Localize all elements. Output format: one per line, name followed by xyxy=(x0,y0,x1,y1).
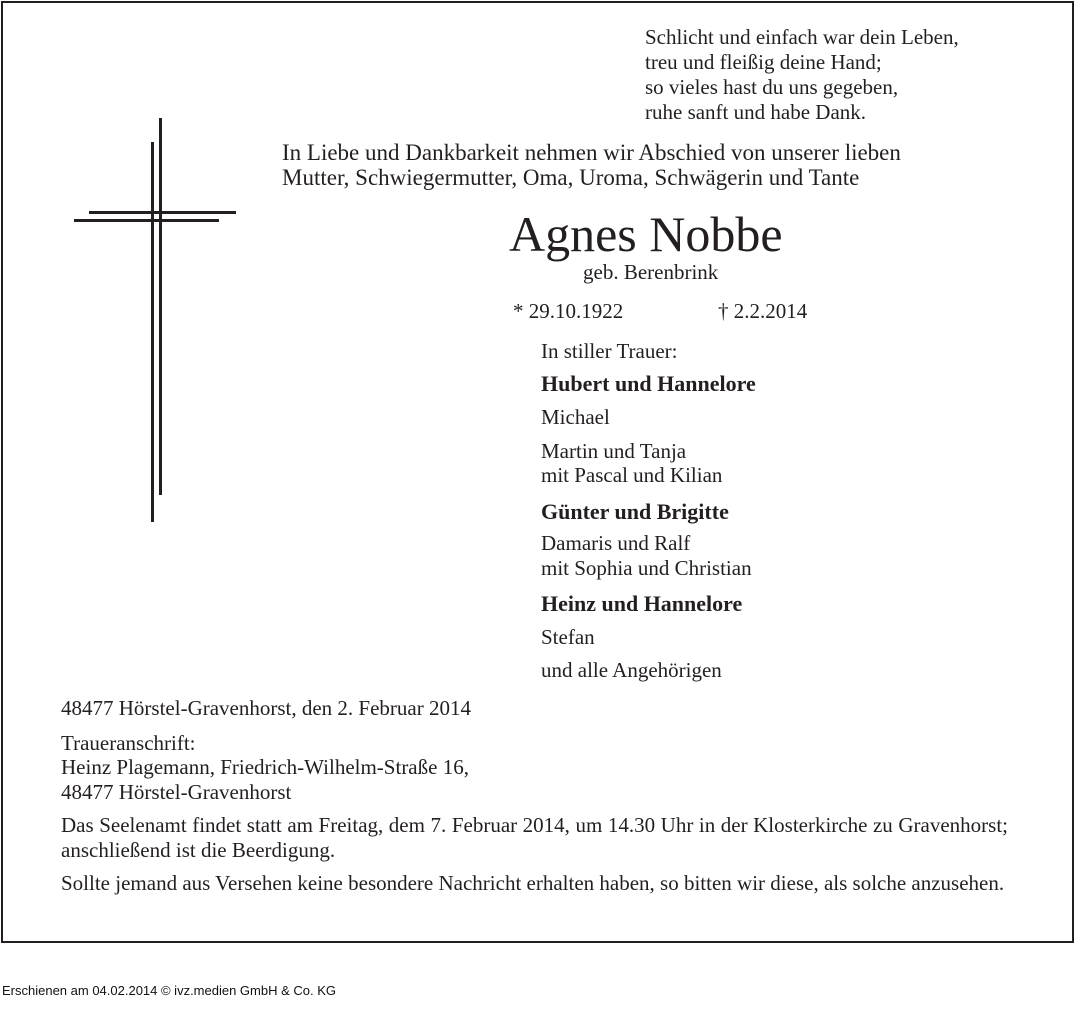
address-line: 48477 Hörstel-Gravenhorst xyxy=(61,780,292,804)
poem-line: ruhe sanft und habe Dank. xyxy=(645,100,867,124)
family-member: Damaris und Ralf xyxy=(541,531,691,555)
address-label: Traueranschrift: xyxy=(61,731,196,755)
poem-line: treu und fleißig deine Hand; xyxy=(645,50,882,74)
family-name: Günter und Brigitte xyxy=(541,499,729,524)
family-name: Heinz und Hannelore xyxy=(541,591,743,616)
intro-line: In Liebe und Dankbarkeit nehmen wir Abschied von unserer lieben xyxy=(282,140,901,165)
family-member: Martin und Tanja xyxy=(541,439,687,463)
poem-line: Schlicht und einfach war dein Leben, xyxy=(645,25,959,49)
poem-line: so vieles hast du uns gegeben, xyxy=(645,75,899,99)
publication-footer: Erschienen am 04.02.2014 © ivz.medien GmbH & Co. KG xyxy=(2,983,337,998)
place-date: 48477 Hörstel-Gravenhorst, den 2. Februar 2014 xyxy=(61,696,471,720)
birth-date: * 29.10.1922 xyxy=(513,299,624,323)
family-member: Michael xyxy=(541,405,610,429)
family-name: Hubert und Hannelore xyxy=(541,371,756,396)
service-info: Das Seelenamt findet statt am Freitag, dem 7. Februar 2014, um 14.30 Uhr in der Klosterkirche zu Gravenhorst; anschließend ist die Beerdigung. xyxy=(61,813,1008,862)
death-date: † 2.2.2014 xyxy=(718,299,808,323)
family-member: mit Sophia und Christian xyxy=(541,556,752,580)
address-line: Heinz Plagemann, Friedrich-Wilhelm-Straße 16, xyxy=(61,755,469,779)
family-member: Stefan xyxy=(541,625,595,649)
deceased-name: Agnes Nobbe xyxy=(509,206,783,262)
family-member: mit Pascal und Kilian xyxy=(541,463,723,487)
other-relatives: und alle Angehörigen xyxy=(541,658,722,682)
mourners-heading: In stiller Trauer: xyxy=(541,339,678,363)
intro-line: Mutter, Schwiegermutter, Oma, Uroma, Schwägerin und Tante xyxy=(282,165,860,190)
maiden-name: geb. Berenbrink xyxy=(583,260,719,284)
notice-note: Sollte jemand aus Versehen keine besondere Nachricht erhalten haben, so bitten wir diese, als solche anzusehen. xyxy=(61,871,1005,895)
